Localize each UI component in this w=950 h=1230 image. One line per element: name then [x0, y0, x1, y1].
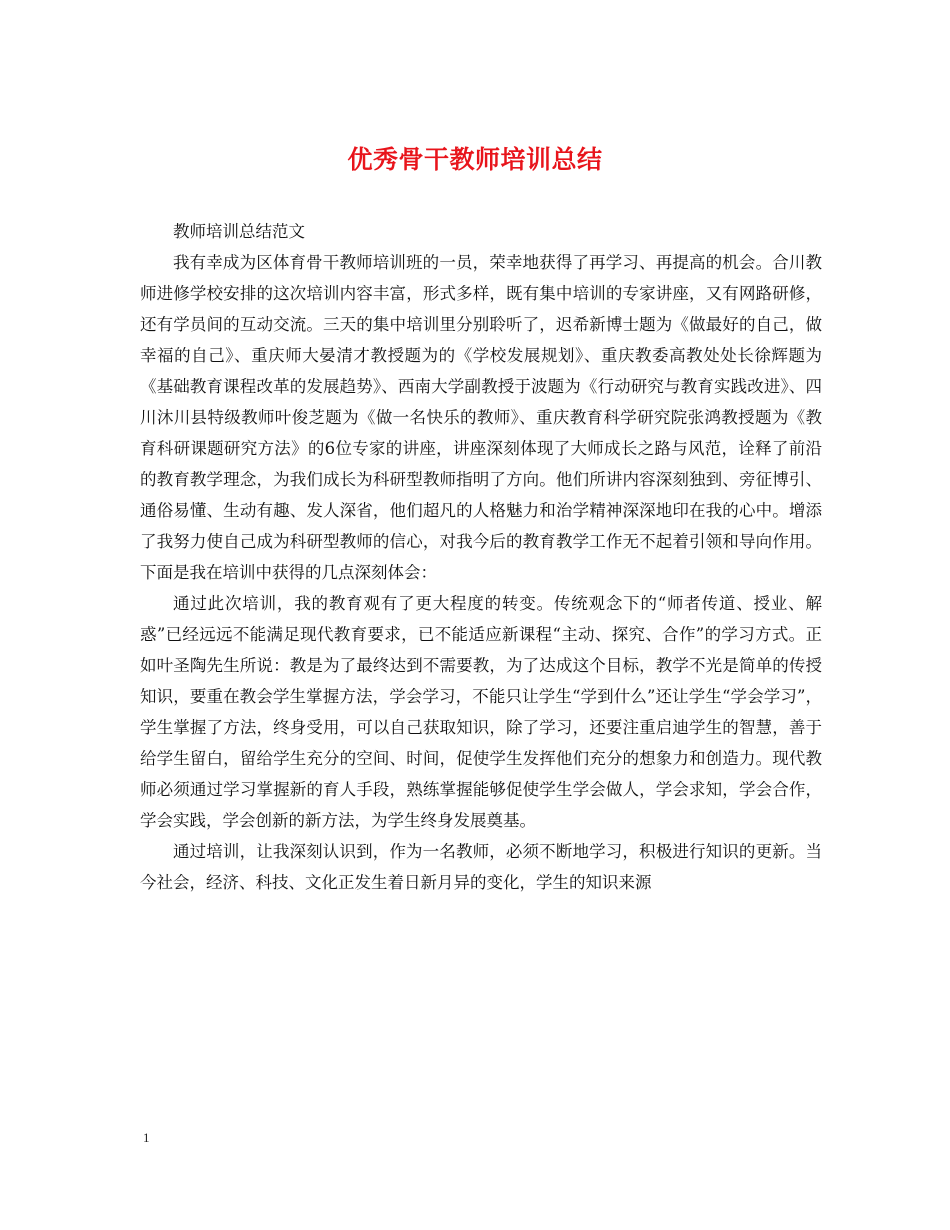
paragraph-3: 通过培训，让我深刻认识到，作为一名教师，必须不断地学习，积极进行知识的更新。当今社会，经济、科技、文化正发生着日新月异的变化，学生的知识来源 [140, 842, 822, 892]
document-title: 优秀骨干教师培训总结 [347, 145, 603, 174]
document-subtitle: 教师培训总结范文 [173, 222, 305, 241]
paragraph-1: 我有幸成为区体育骨干教师培训班的一员，荣幸地获得了再学习、再提高的机会。合川教师进修学校安排的这次培训内容丰富，形式多样，既有集中培训的专家讲座，又有网路研修，还有学员间的互动交流。三天的集中培训里分别聆听了，迟希新博士题为《做最好的自己，做幸福的自己》、重庆师大晏清才教授题为的《学校发展规划》、重庆教委高教处处长徐辉题为《基础教育课程改革的发展趋势》、西南大学副教授于波题为《行动研究与教育实践改进》、四川沐川县特级教师叶俊芝题为《做一名快乐的教师》、重庆教育科学研究院张鸿教授题为《教育科研课题研究方法》的6位专家的讲座，讲座深刻体现了大师成长之路与风范，诠释了前沿的教育教学理念，为我们成长为科研型教师指明了方向。他们所讲内容深刻独到、旁征博引、通俗易懂、生动有趣、发人深省，他们超凡的人格魅力和治学精神深深地印在我的心中。增添了我努力使自己成为科研型教师的信心，对我今后的教育教学工作无不起着引领和导向作用。下面是我在培训中获得的几点深刻体会： [140, 253, 822, 582]
paragraph-2: 通过此次培训，我的教育观有了更大程度的转变。传统观念下的“师者传道、授业、解惑”已经远远不能满足现代教育要求，已不能适应新课程“主动、探究、合作”的学习方式。正如叶圣陶先生所说：教是为了最终达到不需要教，为了达成这个目标，教学不光是简单的传授知识，要重在教会学生掌握方法，学会学习，不能只让学生“学到什么”还让学生“学会学习”，学生掌握了方法，终身受用，可以自己获取知识，除了学习，还要注重启迪学生的智慧，善于给学生留白，留给学生充分的空间、时间，促使学生发挥他们充分的想象力和创造力。现代教师必须通过学习掌握新的育人手段，熟练掌握能够促使学生学会做人，学会求知，学会合作，学会实践，学会创新的新方法，为学生终身发展奠基。 [140, 594, 822, 830]
page-number: 1 [143, 1130, 150, 1145]
document-body [140, 216, 822, 898]
